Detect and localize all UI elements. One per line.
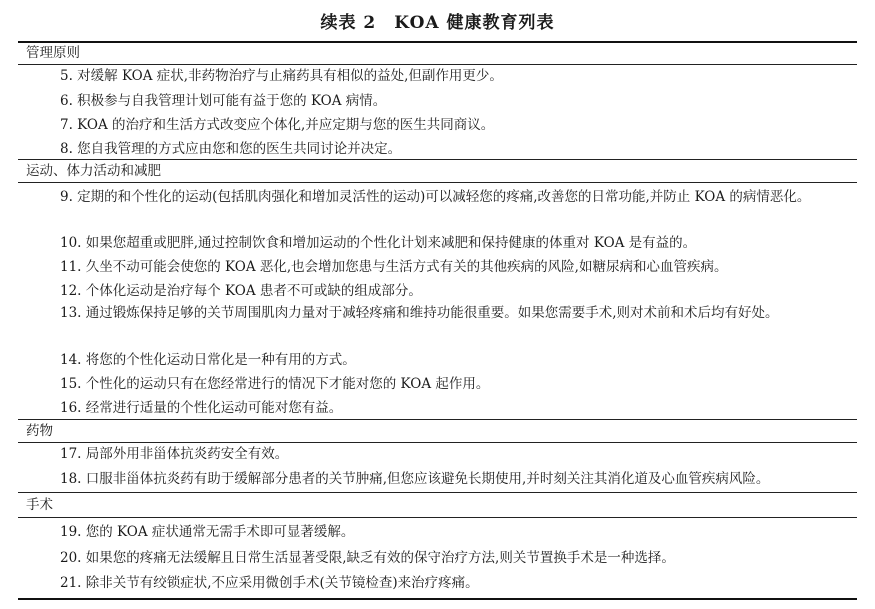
row-text: 7. KOA 的治疗和生活方式改变应个体化,并应定期与您的医生共同商议。 (60, 117, 495, 133)
table-row (26, 234, 852, 252)
table-row (26, 523, 852, 541)
section-heading-management: 管理原则 (26, 45, 80, 61)
row-text: 20. 如果您的疼痛无法缓解且日常生活显著受限,缺乏有效的保守治疗方法,则关节置换手术是一种选择。 (60, 550, 675, 566)
table-row (26, 399, 852, 417)
table-row (26, 300, 852, 326)
bottom-rule (18, 598, 857, 600)
table-row (26, 574, 852, 592)
row-text: 17. 局部外用非甾体抗炎药安全有效。 (60, 446, 289, 462)
row-text: 11. 久坐不动可能会使您的 KOA 恶化,也会增加您患与生活方式有关的其他疾病的风险,如糖尿病和心血管疾病。 (60, 259, 728, 275)
table-row (26, 67, 852, 85)
section-rule (18, 182, 857, 183)
row-text: 19. 您的 KOA 症状通常无需手术即可显著缓解。 (60, 524, 355, 540)
section-heading-medication: 药物 (26, 423, 53, 439)
table-row (26, 92, 852, 110)
table-row (26, 258, 852, 276)
row-text: 13. 通过锻炼保持足够的关节周围肌肉力量对于减轻疼痛和维持功能很重要。如果您需要手术,则对术前和术后均有好处。 (60, 305, 779, 321)
row-text: 21. 除非关节有绞锁症状,不应采用微创手术(关节镜检查)来治疗疼痛。 (60, 575, 479, 591)
section-heading-surgery: 手术 (26, 497, 53, 513)
top-rule (18, 41, 857, 43)
row-text: 9. 定期的和个性化的运动(包括肌肉强化和增加灵活性的运动)可以减轻您的疼痛,改善您的日常功能,并防止 KOA 的病情恶化。 (60, 189, 811, 205)
row-text: 5. 对缓解 KOA 症状,非药物治疗与止痛药具有相似的益处,但副作用更少。 (60, 68, 503, 84)
table-row (26, 375, 852, 393)
section-rule (18, 159, 857, 160)
section-rule (18, 64, 857, 65)
row-text: 14. 将您的个性化运动日常化是一种有用的方式。 (60, 352, 356, 368)
row-text: 15. 个性化的运动只有在您经常进行的情况下才能对您的 KOA 起作用。 (60, 376, 490, 392)
table-row (26, 445, 852, 463)
table-row (26, 351, 852, 369)
table-row (26, 282, 852, 300)
section-heading-exercise: 运动、体力活动和减肥 (26, 163, 161, 179)
table-row (26, 116, 852, 134)
row-text: 10. 如果您超重或肥胖,通过控制饮食和增加运动的个性化计划来减肥和保持健康的体重对 KOA 是有益的。 (60, 235, 697, 251)
table-row (26, 549, 852, 567)
row-text: 12. 个体化运动是治疗每个 KOA 患者不可或缺的组成部分。 (60, 283, 422, 299)
row-text: 8. 您自我管理的方式应由您和您的医生共同讨论并决定。 (60, 141, 402, 157)
section-rule (18, 442, 857, 443)
section-rule (18, 517, 857, 518)
table-title: 续表 2 KOA 健康教育列表 (320, 13, 555, 33)
section-rule (18, 419, 857, 420)
table-row (26, 140, 852, 158)
table-row (26, 470, 852, 488)
table-row (26, 184, 852, 210)
row-text: 18. 口服非甾体抗炎药有助于缓解部分患者的关节肿痛,但您应该避免长期使用,并时刻关注其消化道及心血管疾病风险。 (60, 471, 770, 487)
row-text: 16. 经常进行适量的个性化运动可能对您有益。 (60, 400, 343, 416)
section-rule (18, 492, 857, 493)
row-text: 6. 积极参与自我管理计划可能有益于您的 KOA 病情。 (60, 93, 387, 109)
